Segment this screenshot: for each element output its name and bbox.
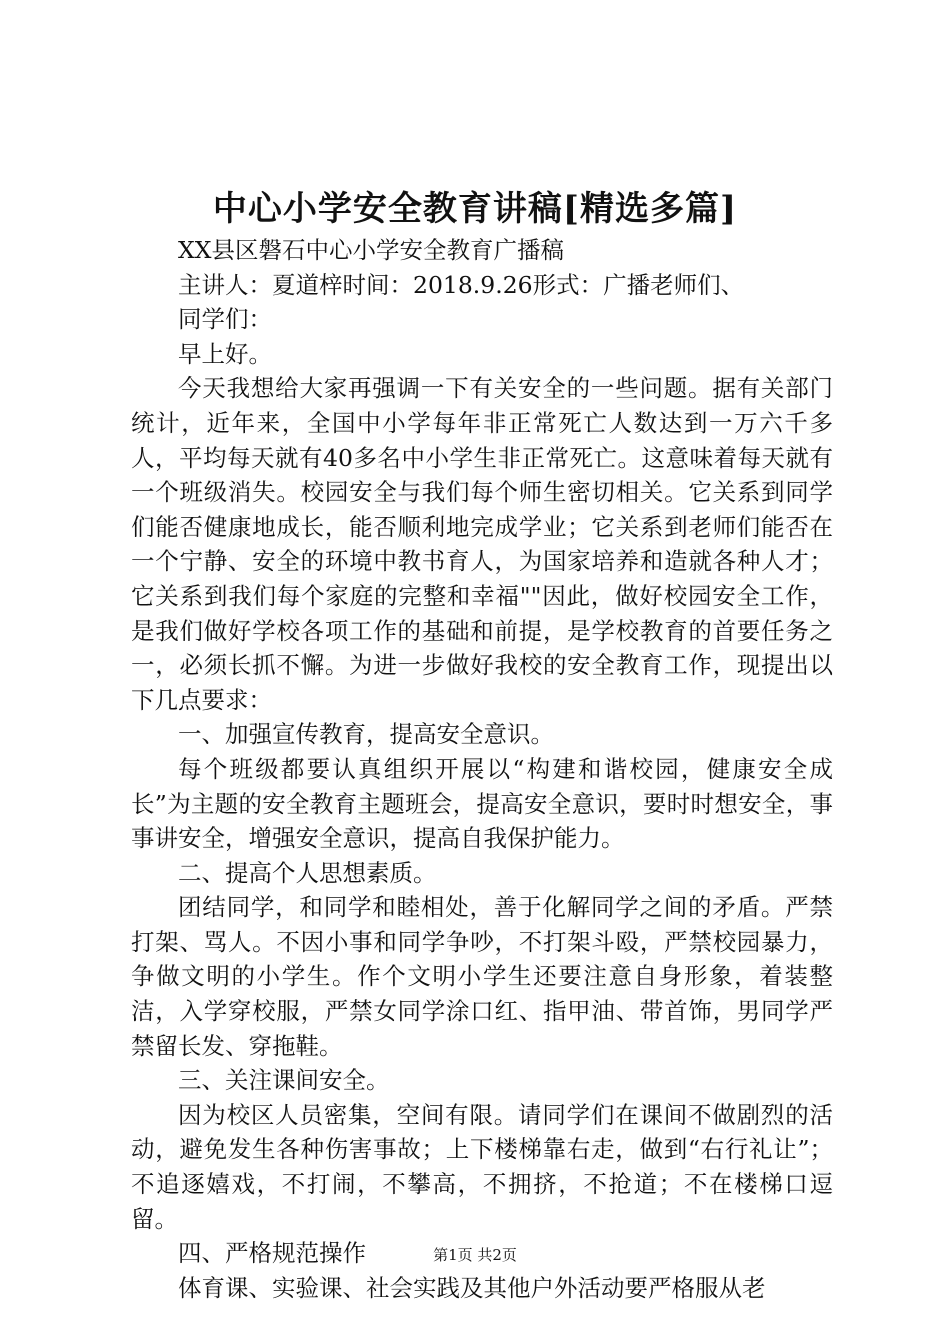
paragraph-section-3: 因为校区人员密集，空间有限。请同学们在课间不做剧烈的活动，避免发生各种伤害事故；上下楼梯靠右走，做到“右行礼让”；不追逐嬉戏，不打闹，不攀高，不拥挤，不抢道；不在楼梯口逗留。 bbox=[131, 1100, 833, 1233]
paragraph-greeting-students: 同学们： bbox=[178, 305, 272, 334]
document-body bbox=[131, 233, 833, 1305]
section-heading-1: 一、加强宣传教育，提高安全意识。 bbox=[178, 720, 554, 749]
section-heading-4: 四、严格规范操作 bbox=[178, 1239, 366, 1268]
section-heading-2: 二、提高个人思想素质。 bbox=[178, 858, 437, 887]
paragraph-section-4: 体育课、实验课、社会实践及其他户外活动要严格服从老 bbox=[178, 1273, 766, 1302]
paragraph-section-2: 团结同学，和同学和睦相处，善于化解同学之间的矛盾。严禁打架、骂人。不因小事和同学争吵，不打架斗殴，严禁校园暴力，争做文明的小学生。作个文明小学生还要注意自身形象，着装整洁，入学穿校服，严禁女同学涂口红、指甲油、带首饰，男同学严禁留长发、穿拖鞋。 bbox=[131, 893, 833, 1060]
section-heading-3: 三、关注课间安全。 bbox=[178, 1066, 390, 1095]
paragraph-school-name: XX县区磐石中心小学安全教育广播稿 bbox=[178, 236, 564, 264]
page-number-footer: 第1页 共2页 bbox=[433, 1246, 517, 1264]
paragraph-good-morning: 早上好。 bbox=[178, 339, 272, 368]
paragraph-introduction: 今天我想给大家再强调一下有关安全的一些问题。据有关部门统计，近年来，全国中小学每年非正常死亡人数达到一万六千多人，平均每天就有40多名中小学生非正常死亡。这意味着每天就有一个班级消失。校园安全与我们每个师生密切相关。它关系到同学们能否健康地成长，能否顺利地完成学业；它关系到老师们能否在一个宁静、安全的环境中教书育人，为国家培养和造就各种人才；它关系到我们每个家庭的完整和幸福""因此，做好校园安全工作，是我们做好学校各项工作的基础和前提，是学校教育的首要任务之一，必须长抓不懈。为进一步做好我校的安全教育工作，现提出以下几点要求： bbox=[131, 374, 833, 714]
paragraph-speaker-info: 主讲人：夏道梓时间：2018.9.26形式：广播老师们、 bbox=[178, 270, 745, 299]
document-title: 中心小学安全教育讲稿[精选多篇] bbox=[212, 189, 738, 229]
paragraph-section-1: 每个班级都要认真组织开展以“构建和谐校园，健康安全成长”为主题的安全教育主题班会，提高安全意识，要时时想安全，事事讲安全，增强安全意识，提高自我保护能力。 bbox=[131, 754, 833, 853]
